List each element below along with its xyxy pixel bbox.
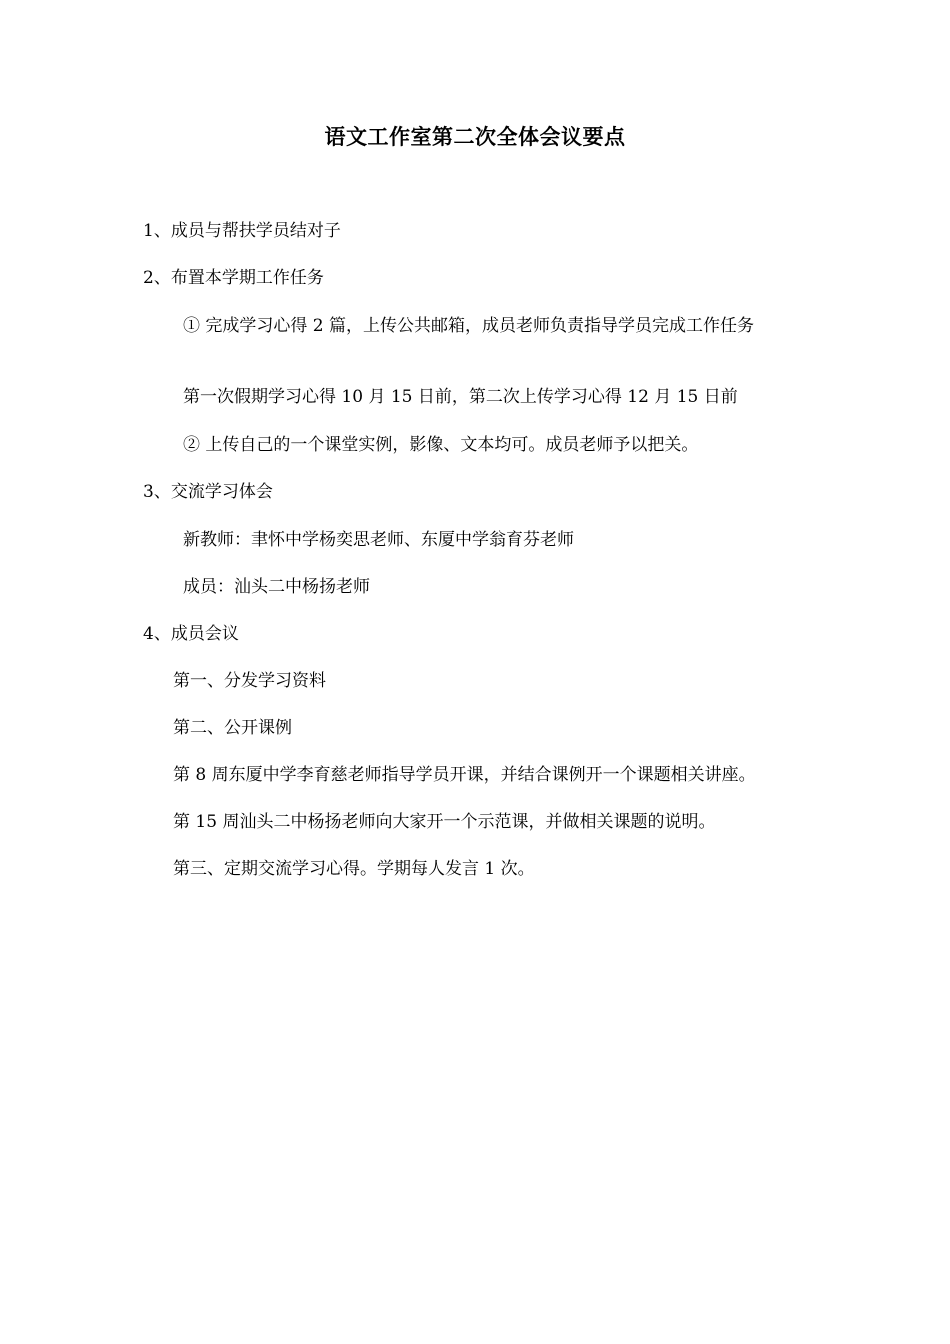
item-4-heading: 4、成员会议: [143, 624, 239, 644]
item-3-heading: 3、交流学习体会: [143, 482, 273, 502]
document-title: 语文工作室第二次全体会议要点: [324, 124, 626, 149]
task-1-deadlines: 第一次假期学习心得 10 月 15 日前，第二次上传学习心得 12 月 15 日前: [183, 387, 738, 407]
item-2-heading: 2、布置本学期工作任务: [143, 268, 324, 288]
meeting-point-2: 第二、公开课例: [173, 718, 292, 738]
meeting-point-3: 第三、定期交流学习心得。学期每人发言 1 次。: [173, 859, 535, 879]
meeting-point-1: 第一、分发学习资料: [173, 671, 326, 691]
week-8-lesson: 第 8 周东厦中学李育慈老师指导学员开课，并结合课例开一个课题相关讲座。: [173, 765, 756, 785]
item-1-heading: 1、成员与帮扶学员结对子: [143, 221, 341, 241]
members-line: 成员：汕头二中杨扬老师: [183, 577, 370, 597]
week-15-lesson: 第 15 周汕头二中杨扬老师向大家开一个示范课，并做相关课题的说明。: [173, 812, 716, 832]
task-1-text: ① 完成学习心得 2 篇，上传公共邮箱，成员老师负责指导学员完成工作任务: [183, 316, 755, 336]
task-2-text: ② 上传自己的一个课堂实例，影像、文本均可。成员老师予以把关。: [183, 435, 699, 455]
new-teachers-line: 新教师：聿怀中学杨奕思老师、东厦中学翁育芬老师: [183, 530, 574, 550]
